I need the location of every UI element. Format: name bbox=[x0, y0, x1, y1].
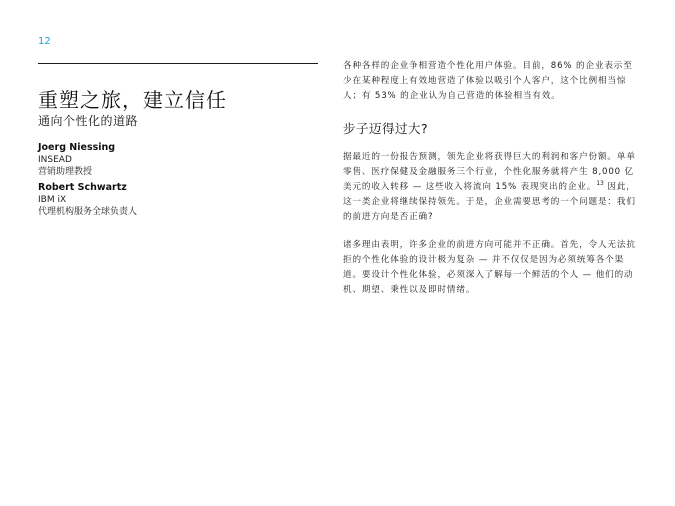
author-role: 代理机构服务全球负责人 bbox=[38, 207, 138, 217]
author-block bbox=[38, 182, 238, 218]
article-subtitle: 通向个性化的道路 bbox=[38, 114, 139, 128]
intro-paragraph: 各种各样的企业争相营造个性化用户体验。目前，86% 的企业表示至少在某种程度上有效地营造了体验以吸引个人客户，这个比例相当惊人；有 53% 的企业认为自己营造的体验相当有效。 bbox=[343, 61, 633, 101]
author-role: 营销助理教授 bbox=[38, 167, 93, 177]
footnote-reference: 13 bbox=[596, 180, 604, 188]
page-number: 12 bbox=[38, 36, 51, 47]
paragraph-text: 据最近的一份报告预测，领先企业将获得巨大的利润和客户份额。单单零售、医疗保健及金融服务三个行业，个性化服务就将产生 8,000 亿美元的收入转移 — 这些收入将流向 15% 表现突出的企业。 bbox=[343, 152, 636, 192]
paragraph-spacer bbox=[343, 225, 638, 238]
author-name: Robert Schwartz bbox=[38, 182, 127, 193]
author-name: Joerg Niessing bbox=[38, 142, 116, 153]
title-divider bbox=[38, 63, 318, 64]
body-paragraph bbox=[343, 150, 638, 225]
author-affiliation: IBM iX bbox=[38, 195, 67, 205]
article-title: 重塑之旅，建立信任 bbox=[38, 88, 227, 112]
author-block bbox=[38, 142, 238, 178]
paragraph-text: 因此，这一类企业将继续保持领先。于是，企业需要思考的一个问题是：我们的前进方向是否正确? bbox=[343, 182, 636, 222]
body-column bbox=[343, 59, 638, 298]
author-affiliation: INSEAD bbox=[38, 155, 72, 165]
author-list bbox=[38, 142, 238, 222]
body-paragraph: 诸多理由表明，许多企业的前进方向可能并不正确。首先，令人无法抗拒的个性化体验的设计极为复杂 — 并不仅仅是因为必须统筹各个渠道。要设计个性化体验，必须深入了解每一个鲜活的个人 — 他们的动机、期望、秉性以及即时情绪。 bbox=[343, 240, 636, 295]
section-heading: 步子迈得过大? bbox=[343, 121, 429, 136]
